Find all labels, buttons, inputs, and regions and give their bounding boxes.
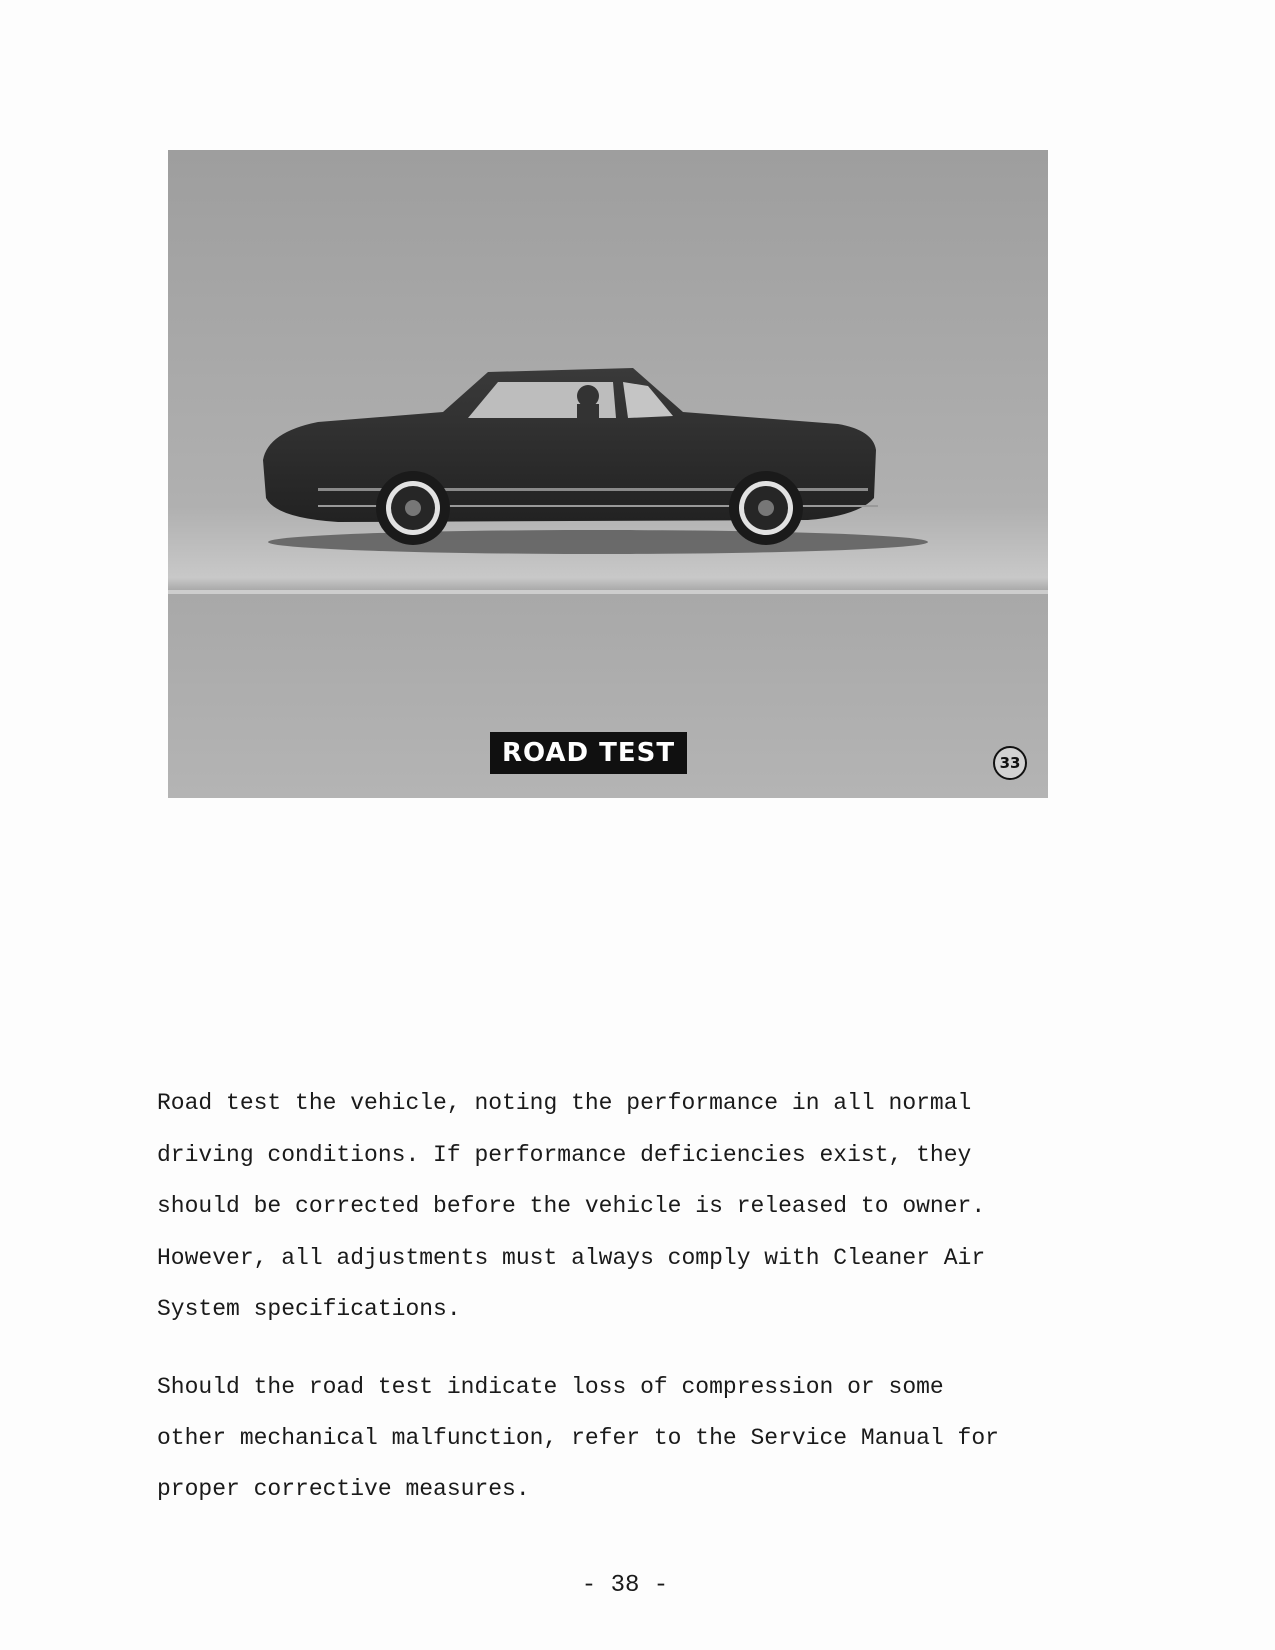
figure-label: ROAD TEST bbox=[490, 732, 687, 774]
paragraph-road-test: Road test the vehicle, noting the performance in all normal driving conditions. If performance deficiencies exist, they should be corrected before the vehicle is released to owner. However, all adjustments must always comply with Cleaner Air System specifications. bbox=[157, 1090, 986, 1322]
page-number: - 38 - bbox=[581, 1572, 669, 1599]
paragraph-malfunction: Should the road test indicate loss of compression or some other mechanical malfunction, refer to the Service Manual for proper corrective measures. bbox=[157, 1374, 999, 1502]
road-test-photo bbox=[168, 150, 1048, 798]
figure-number-badge: 33 bbox=[993, 746, 1027, 780]
